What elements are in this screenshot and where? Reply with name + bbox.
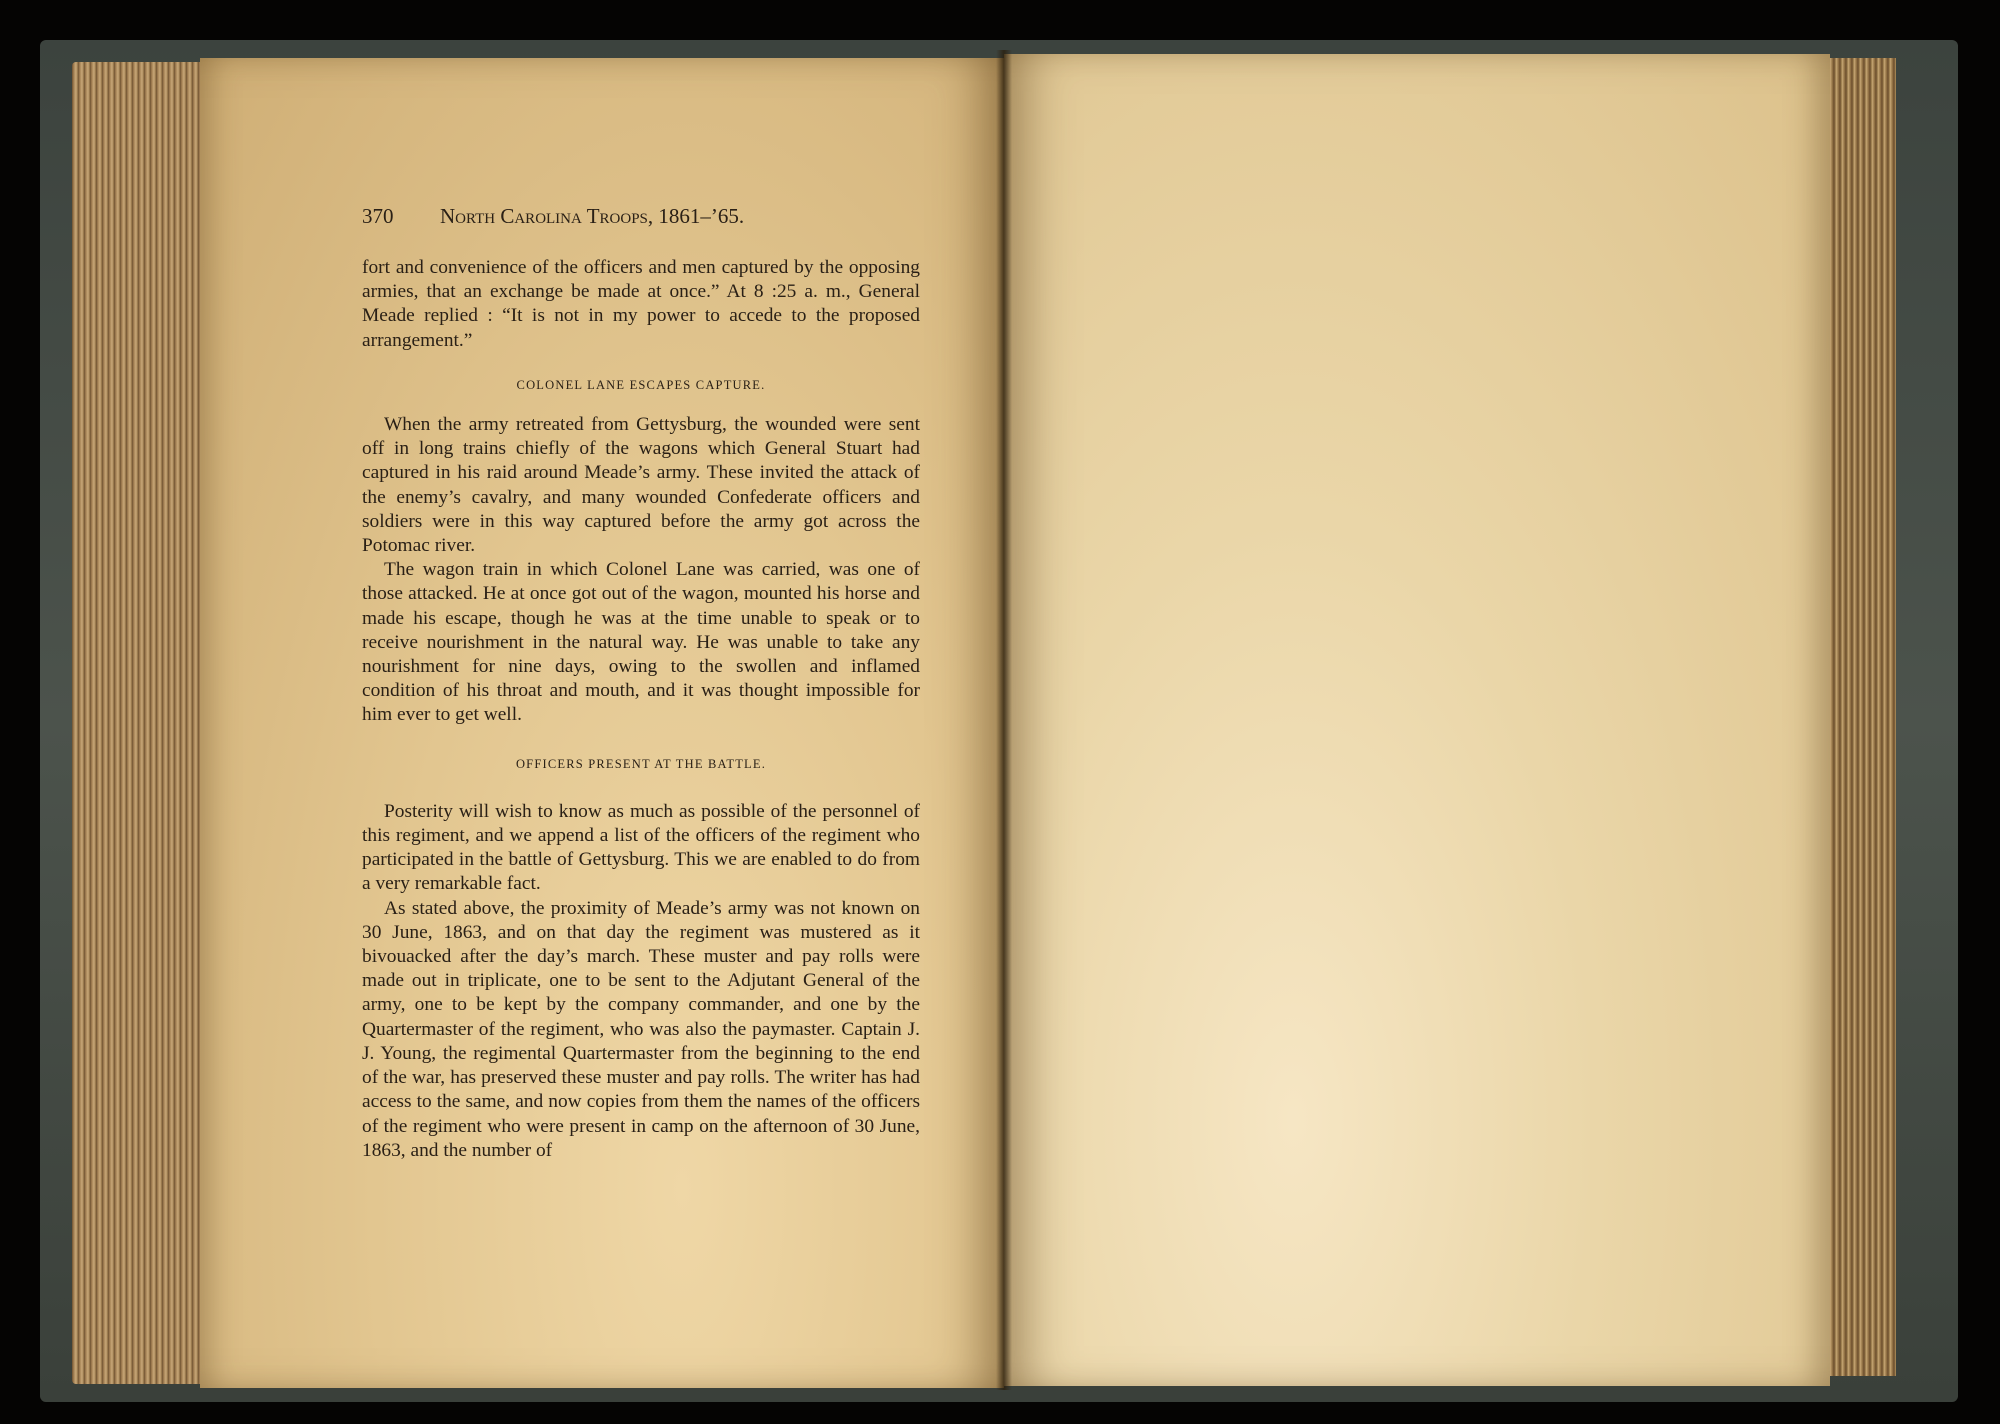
page-number: 370 [362, 204, 394, 228]
paragraph-posterity: Posterity will wish to know as much as possible of the personnel of this regiment, and we append a list of the officers of the regiment who participated in the battle of Gettysburg. This we are enabled to do from a very remarkable fact. [362, 800, 920, 895]
book-gutter [996, 50, 1012, 1390]
running-head [362, 204, 822, 229]
page-text [362, 256, 920, 1163]
continuation-paragraph: fort and convenience of the officers and men captured by the opposing armies, that an exchange be made at once.” At 8 :25 a. m., General Meade replied : “It is not in my power to accede to the proposed arrangement.” [362, 257, 920, 351]
paragraph-muster-rolls: As stated above, the proximity of Meade’s army was not known on 30 June, 1863, and on that day the regiment was mustered as it bivouacked after the day’s march. These muster and pay rolls were made out in triplicate, one to be sent to the Adjutant General of the army, one to be kept by the company commander, and one by the Quartermaster of the regiment, who was also the paymaster. Captain J. J. Young, the regimental Quartermaster from the beginning to the end of the war, has preserved these muster and pay rolls. The writer has had access to the same, and now copies from them the names of the officers of the regiment who were present in camp on the afternoon of 30 June, 1863, and the number of [362, 897, 920, 1161]
section-heading-colonel-lane: COLONEL LANE ESCAPES CAPTURE. [516, 377, 766, 392]
section-heading-officers-present: OFFICERS PRESENT AT THE BATTLE. [515, 756, 767, 771]
running-title: North Carolina Troops, 1861–’65. [440, 204, 745, 228]
right-page-blank [1004, 54, 1830, 1386]
left-page-edges [72, 62, 212, 1384]
paragraph-wagon-train: The wagon train in which Colonel Lane was carried, was one of those attacked. He at once got out of the wagon, mounted his horse and made his escape, though he was at the time unable to speak or to receive nourishment in the natural way. He was unable to take any nourishment for nine days, owing to the swollen and inflamed condition of his throat and mouth, and it was thought impossible for him ever to get well. [362, 559, 920, 726]
paragraph-retreat: When the army retreated from Gettysburg, the wounded were sent off in long trains chiefly of the wagons which General Stuart had captured in his raid around Meade’s army. These invited the attack of the enemy’s cavalry, and many wounded Confederate officers and soldiers were in this way captured before the army got across the Potomac river. [362, 414, 920, 557]
